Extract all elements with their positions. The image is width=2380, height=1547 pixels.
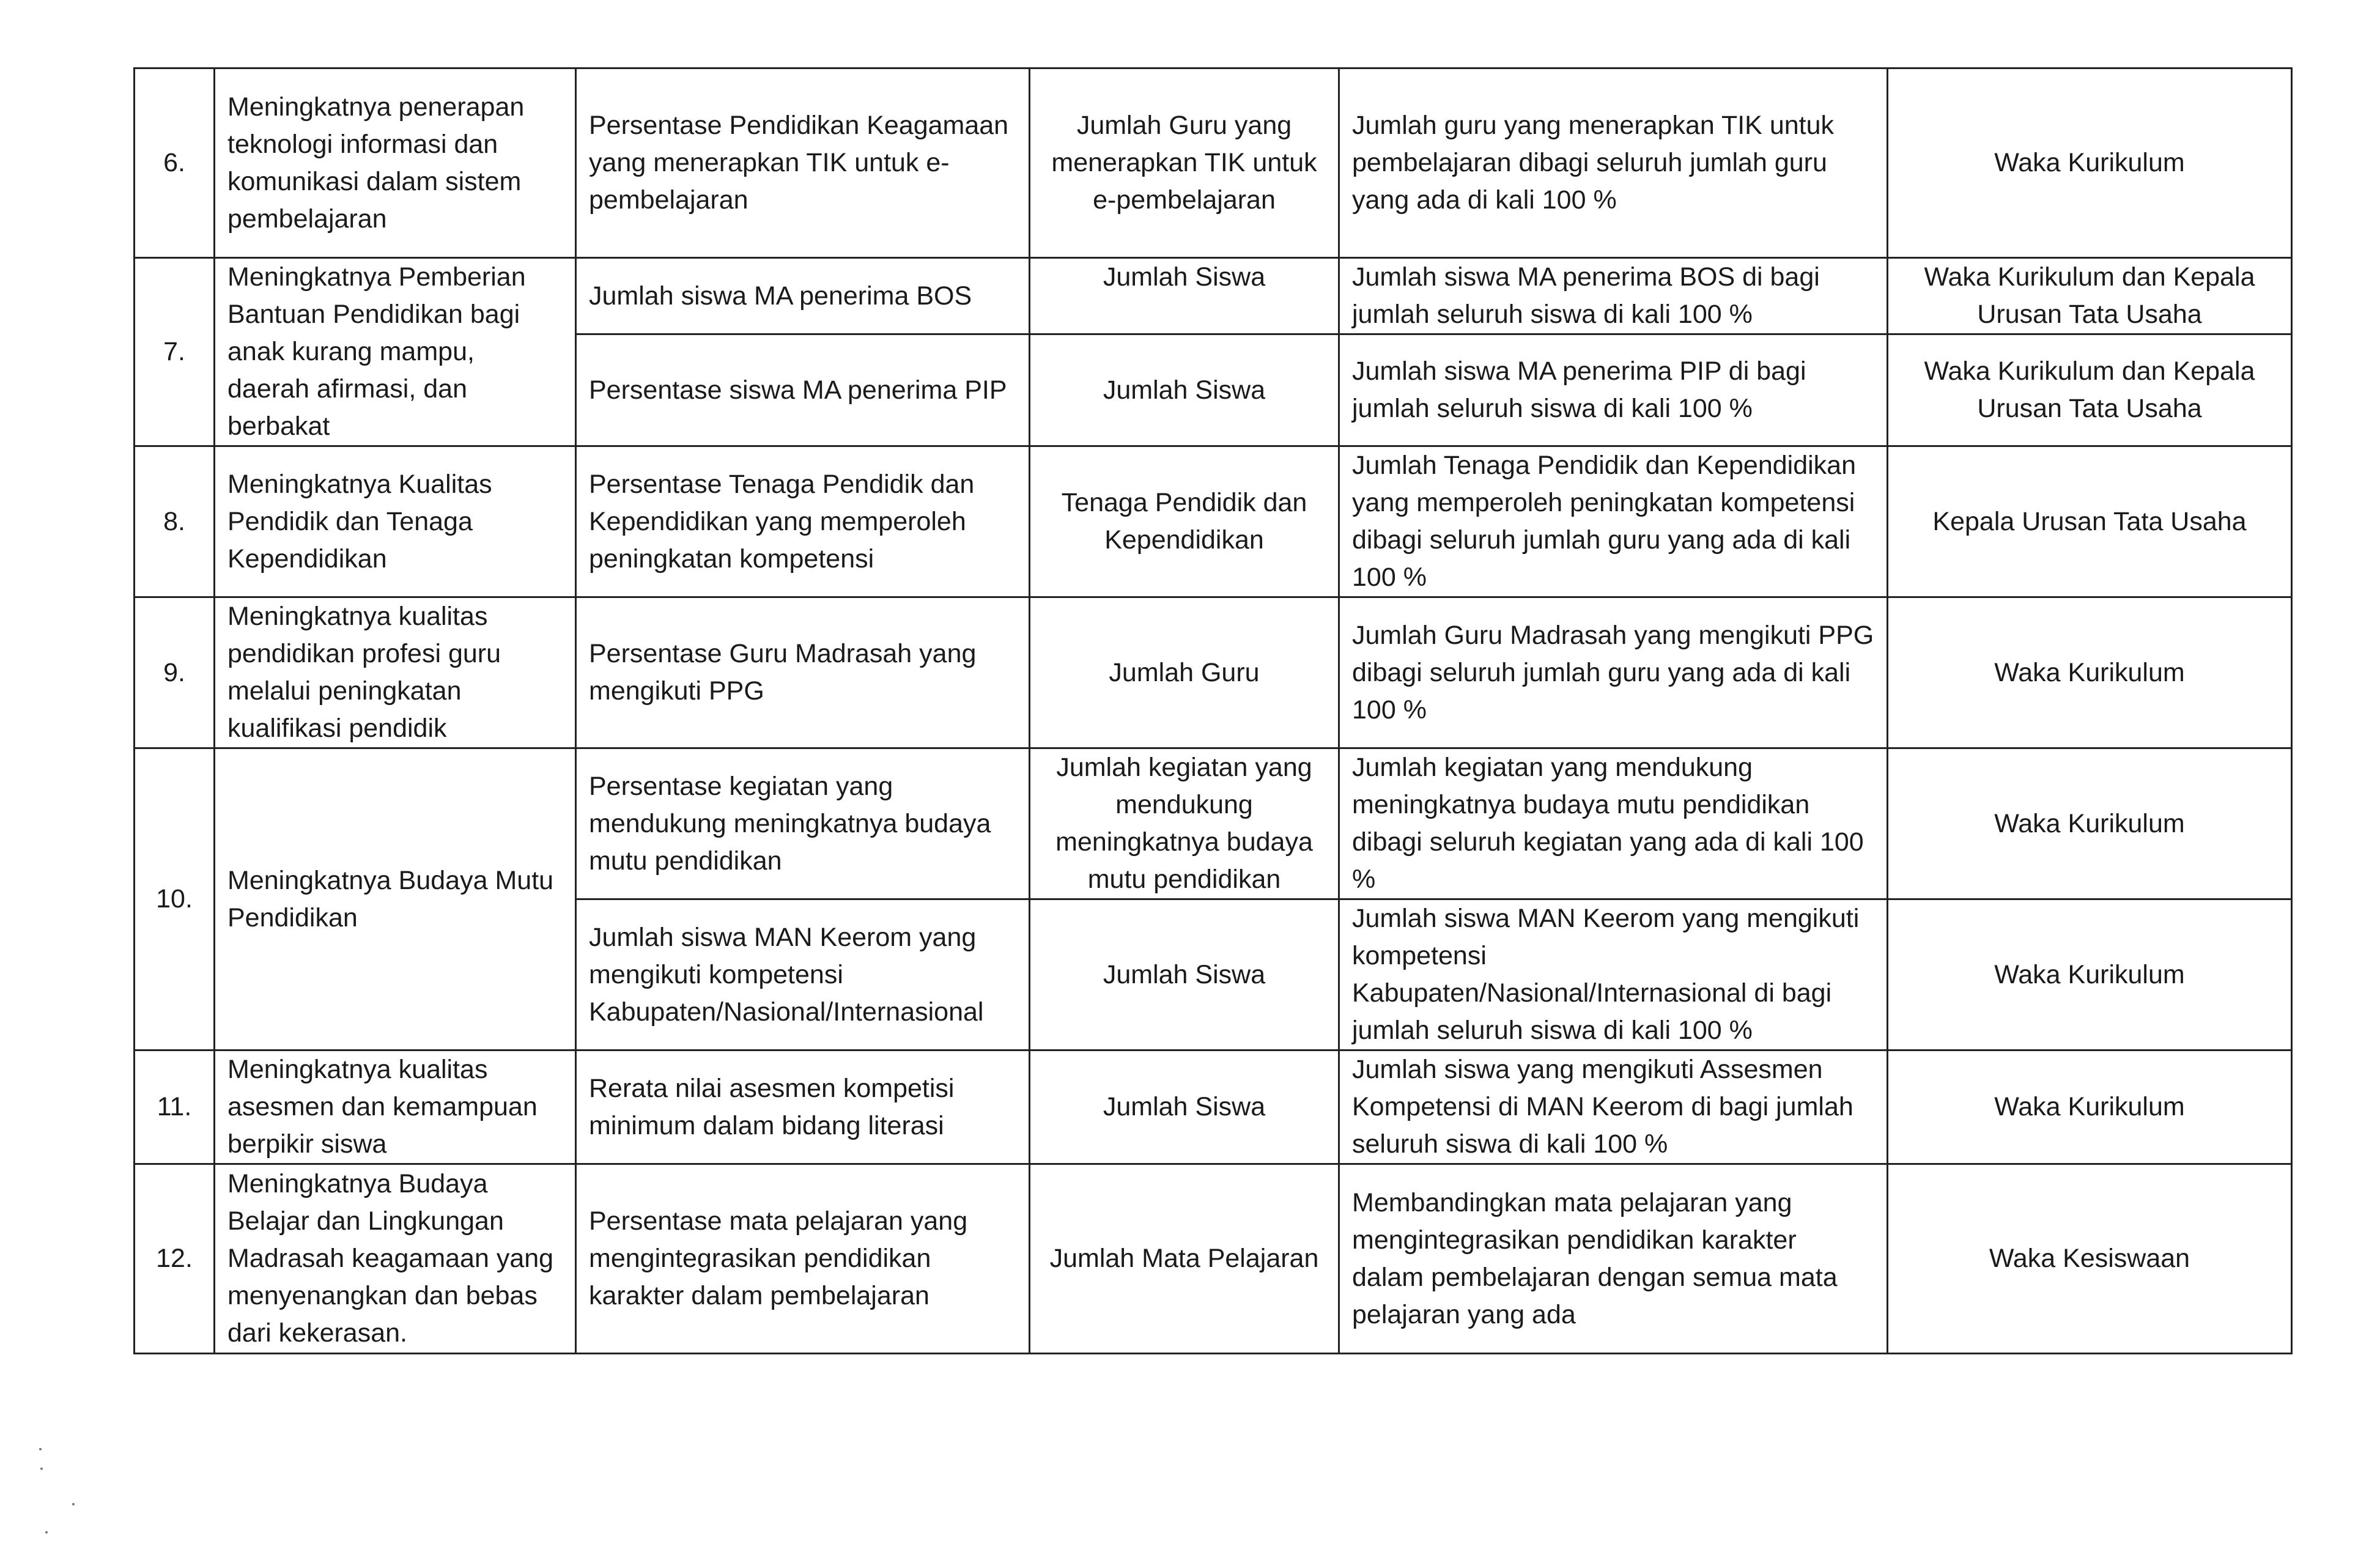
scan-speck	[40, 1468, 43, 1470]
formula-cell: Jumlah siswa MA penerima PIP di bagi jumlah seluruh siswa di kali 100 %	[1339, 334, 1888, 446]
goal-cell: Meningkatnya Pemberian Bantuan Pendidikan bagi anak kurang mampu, daerah afirmasi, dan berbakat	[215, 258, 576, 446]
table-row	[135, 748, 2292, 899]
formula-cell: Jumlah siswa MAN Keerom yang mengikuti kompetensi Kabupaten/Nasional/Internasional di bagi jumlah seluruh siswa di kali 100 %	[1339, 899, 1888, 1050]
formula-cell: Membandingkan mata pelajaran yang mengintegrasikan pendidikan karakter dalam pembelajaran dengan semua mata pelajaran yang ada	[1339, 1164, 1888, 1354]
formula-cell: Jumlah kegiatan yang mendukung meningkatnya budaya mutu pendidikan dibagi seluruh kegiatan yang ada di kali 100 %	[1339, 748, 1888, 899]
unit-cell: Jumlah Siswa	[1030, 1050, 1339, 1164]
goal-cell: Meningkatnya kualitas asesmen dan kemampuan berpikir siswa	[215, 1050, 576, 1164]
row-number: 8.	[135, 446, 215, 597]
responsible-cell: Waka Kesiswaan	[1888, 1164, 2292, 1354]
unit-cell: Jumlah Siswa	[1030, 334, 1339, 446]
scan-speck	[45, 1531, 48, 1534]
scan-speck	[39, 1448, 42, 1450]
performance-indicator-table	[133, 67, 2293, 1354]
goal-cell: Meningkatnya penerapan teknologi informasi dan komunikasi dalam sistem pembelajaran	[215, 68, 576, 258]
indicator-cell: Persentase Pendidikan Keagamaan yang menerapkan TIK untuk e-pembelajaran	[576, 68, 1030, 258]
formula-cell: Jumlah siswa MA penerima BOS di bagi jumlah seluruh siswa di kali 100 %	[1339, 258, 1888, 334]
unit-cell: Tenaga Pendidik dan Kependidikan	[1030, 446, 1339, 597]
unit-cell: Jumlah Siswa	[1030, 258, 1339, 334]
goal-cell: Meningkatnya Kualitas Pendidik dan Tenaga Kependidikan	[215, 446, 576, 597]
goal-cell: Meningkatnya Budaya Belajar dan Lingkungan Madrasah keagamaan yang menyenangkan dan bebas dari kekerasan.	[215, 1164, 576, 1354]
formula-cell: Jumlah Tenaga Pendidik dan Kependidikan yang memperoleh peningkatan kompetensi dibagi seluruh jumlah guru yang ada di kali 100 %	[1339, 446, 1888, 597]
row-number: 12.	[135, 1164, 215, 1354]
unit-cell: Jumlah Mata Pelajaran	[1030, 1164, 1339, 1354]
responsible-cell: Waka Kurikulum dan Kepala Urusan Tata Usaha	[1888, 258, 2292, 334]
table-row	[135, 446, 2292, 597]
unit-cell: Jumlah kegiatan yang mendukung meningkatnya budaya mutu pendidikan	[1030, 748, 1339, 899]
responsible-cell: Kepala Urusan Tata Usaha	[1888, 446, 2292, 597]
row-number: 6.	[135, 68, 215, 258]
responsible-cell: Waka Kurikulum dan Kepala Urusan Tata Usaha	[1888, 334, 2292, 446]
table-row	[135, 597, 2292, 748]
formula-cell: Jumlah siswa yang mengikuti Assesmen Kompetensi di MAN Keerom di bagi jumlah seluruh siswa di kali 100 %	[1339, 1050, 1888, 1164]
goal-cell: Meningkatnya kualitas pendidikan profesi guru melalui peningkatan kualifikasi pendidik	[215, 597, 576, 748]
indicator-cell: Persentase kegiatan yang mendukung meningkatnya budaya mutu pendidikan	[576, 748, 1030, 899]
responsible-cell: Waka Kurikulum	[1888, 1050, 2292, 1164]
table-row	[135, 1164, 2292, 1354]
formula-cell: Jumlah Guru Madrasah yang mengikuti PPG dibagi seluruh jumlah guru yang ada di kali 100 %	[1339, 597, 1888, 748]
unit-cell: Jumlah Guru	[1030, 597, 1339, 748]
row-number: 10.	[135, 748, 215, 1050]
indicator-cell: Jumlah siswa MAN Keerom yang mengikuti kompetensi Kabupaten/Nasional/Internasional	[576, 899, 1030, 1050]
responsible-cell: Waka Kurikulum	[1888, 597, 2292, 748]
indicator-cell: Jumlah siswa MA penerima BOS	[576, 258, 1030, 334]
responsible-cell: Waka Kurikulum	[1888, 748, 2292, 899]
indicator-cell: Persentase Tenaga Pendidik dan Kependidikan yang memperoleh peningkatan kompetensi	[576, 446, 1030, 597]
indicator-cell: Persentase mata pelajaran yang mengintegrasikan pendidikan karakter dalam pembelajaran	[576, 1164, 1030, 1354]
row-number: 9.	[135, 597, 215, 748]
goal-cell: Meningkatnya Budaya Mutu Pendidikan	[215, 748, 576, 1050]
formula-cell: Jumlah guru yang menerapkan TIK untuk pembelajaran dibagi seluruh jumlah guru yang ada di kali 100 %	[1339, 68, 1888, 258]
row-number: 7.	[135, 258, 215, 446]
indicator-cell: Persentase Guru Madrasah yang mengikuti PPG	[576, 597, 1030, 748]
responsible-cell: Waka Kurikulum	[1888, 899, 2292, 1050]
unit-cell: Jumlah Siswa	[1030, 899, 1339, 1050]
table-row	[135, 1050, 2292, 1164]
indicator-cell: Persentase siswa MA penerima PIP	[576, 334, 1030, 446]
indicator-cell: Rerata nilai asesmen kompetisi minimum dalam bidang literasi	[576, 1050, 1030, 1164]
scan-speck	[72, 1503, 75, 1505]
responsible-cell: Waka Kurikulum	[1888, 68, 2292, 258]
unit-cell: Jumlah Guru yang menerapkan TIK untuk e-pembelajaran	[1030, 68, 1339, 258]
table-row	[135, 68, 2292, 258]
row-number: 11.	[135, 1050, 215, 1164]
table-row	[135, 258, 2292, 334]
